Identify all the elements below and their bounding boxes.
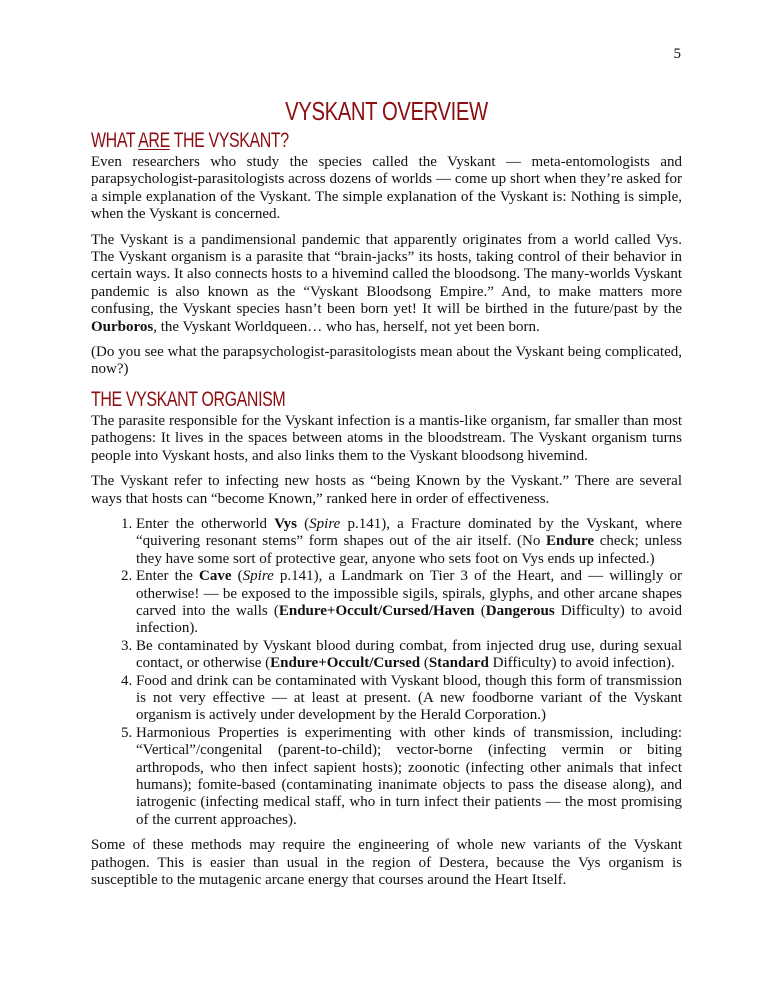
section-heading-what-are: WHAT ARE THE VYSKANT? [91,129,289,152]
paragraph: The parasite responsible for the Vyskant infection is a mantis-like organism, far smaller than most pathogens: It lives in the spaces between atoms in the bloodstream. The Vyskant organism turns people into Vyskant hosts, and also links them to the Vyskant bloodsong hivemind. [91,412,682,464]
page-title: VYSKANT OVERVIEW [285,96,488,126]
section-heading-organism: THE VYSKANT ORGANISM [91,387,286,411]
paragraph: Even researchers who study the species called the Vyskant — meta-entomologists and parapsychologist-parasitologists across dozens of worlds — come up short when they’re asked for a simple explanation of the Vyskant. The simple explanation of the Vyskant is: Nothing is simple, when the Vyskant is concerned. [91,154,682,223]
page-content [91,96,682,897]
infection-methods-list [91,516,682,829]
list-item: 1. Enter the otherworld Vys (Spire p.141), a Fracture dominated by the Vyskant, where “quivering resonant stems” form shapes out of the air itself. (No Endure check; unless they have some sort of protective gear, anyone who sets foot on Vys ends up infected.) [136,516,682,568]
list-item: 5. Harmonious Properties is experimenting with other kinds of transmission, including: “Vertical”/congenital (parent-to-child); vector-borne (infecting vermin or biting arthropods, who then infect sapient hosts); zoonotic (infecting other animals that infect humans); fomite-based (contaminating inanimate objects to pass the disease along), and iatrogenic (infecting medical staff, who in turn infect their patients — the most promising of the current approaches). [136,725,682,829]
list-item: 2. Enter the Cave (Spire p.141), a Landmark on Tier 3 of the Heart, and — willingly or otherwise! — be exposed to the impossible sigils, spirals, glyphs, and other arcane shapes carved into the walls (Endure+Occult/Cursed/Haven (Dangerous Difficulty) to avoid infection). [136,568,682,638]
paragraph: (Do you see what the parapsychologist-parasitologists mean about the Vyskant being complicated, now?) [91,344,682,378]
paragraph: Some of these methods may require the engineering of whole new variants of the Vyskant pathogen. This is easier than usual in the region of Destera, because the Vys organism is susceptible to the mutagenic arcane energy that courses around the Heart Itself. [91,837,682,889]
page-number: 5 [673,46,681,62]
list-item: 3. Be contaminated by Vyskant blood during combat, from injected drug use, during sexual contact, or otherwise (Endure+Occult/Cursed (Standard Difficulty) to avoid infection). [136,638,682,673]
paragraph: The Vyskant is a pandimensional pandemic that apparently originates from a world called Vys. The Vyskant organism is a parasite that “brain-jacks” its hosts, taking control of their behavior in certain ways. It also connects hosts to a hivemind called the bloodsong. The many-worlds Vyskant pandemic is also known as the “Vyskant Bloodsong Empire.” And, to make matters more confusing, the Vyskant species hasn’t been born yet! It will be birthed in the future/past by the Ourboros, the Vyskant Worldqueen… who has, herself, not yet been born. [91,231,682,335]
paragraph: The Vyskant refer to infecting new hosts as “being Known by the Vyskant.” There are several ways that hosts can “become Known,” ranked here in order of effectiveness. [91,473,682,507]
list-item: 4. Food and drink can be contaminated with Vyskant blood, though this form of transmission is not very effective — at least at present. (A new foodborne variant of the Vyskant organism is actively under development by the Herald Corporation.) [136,673,682,725]
